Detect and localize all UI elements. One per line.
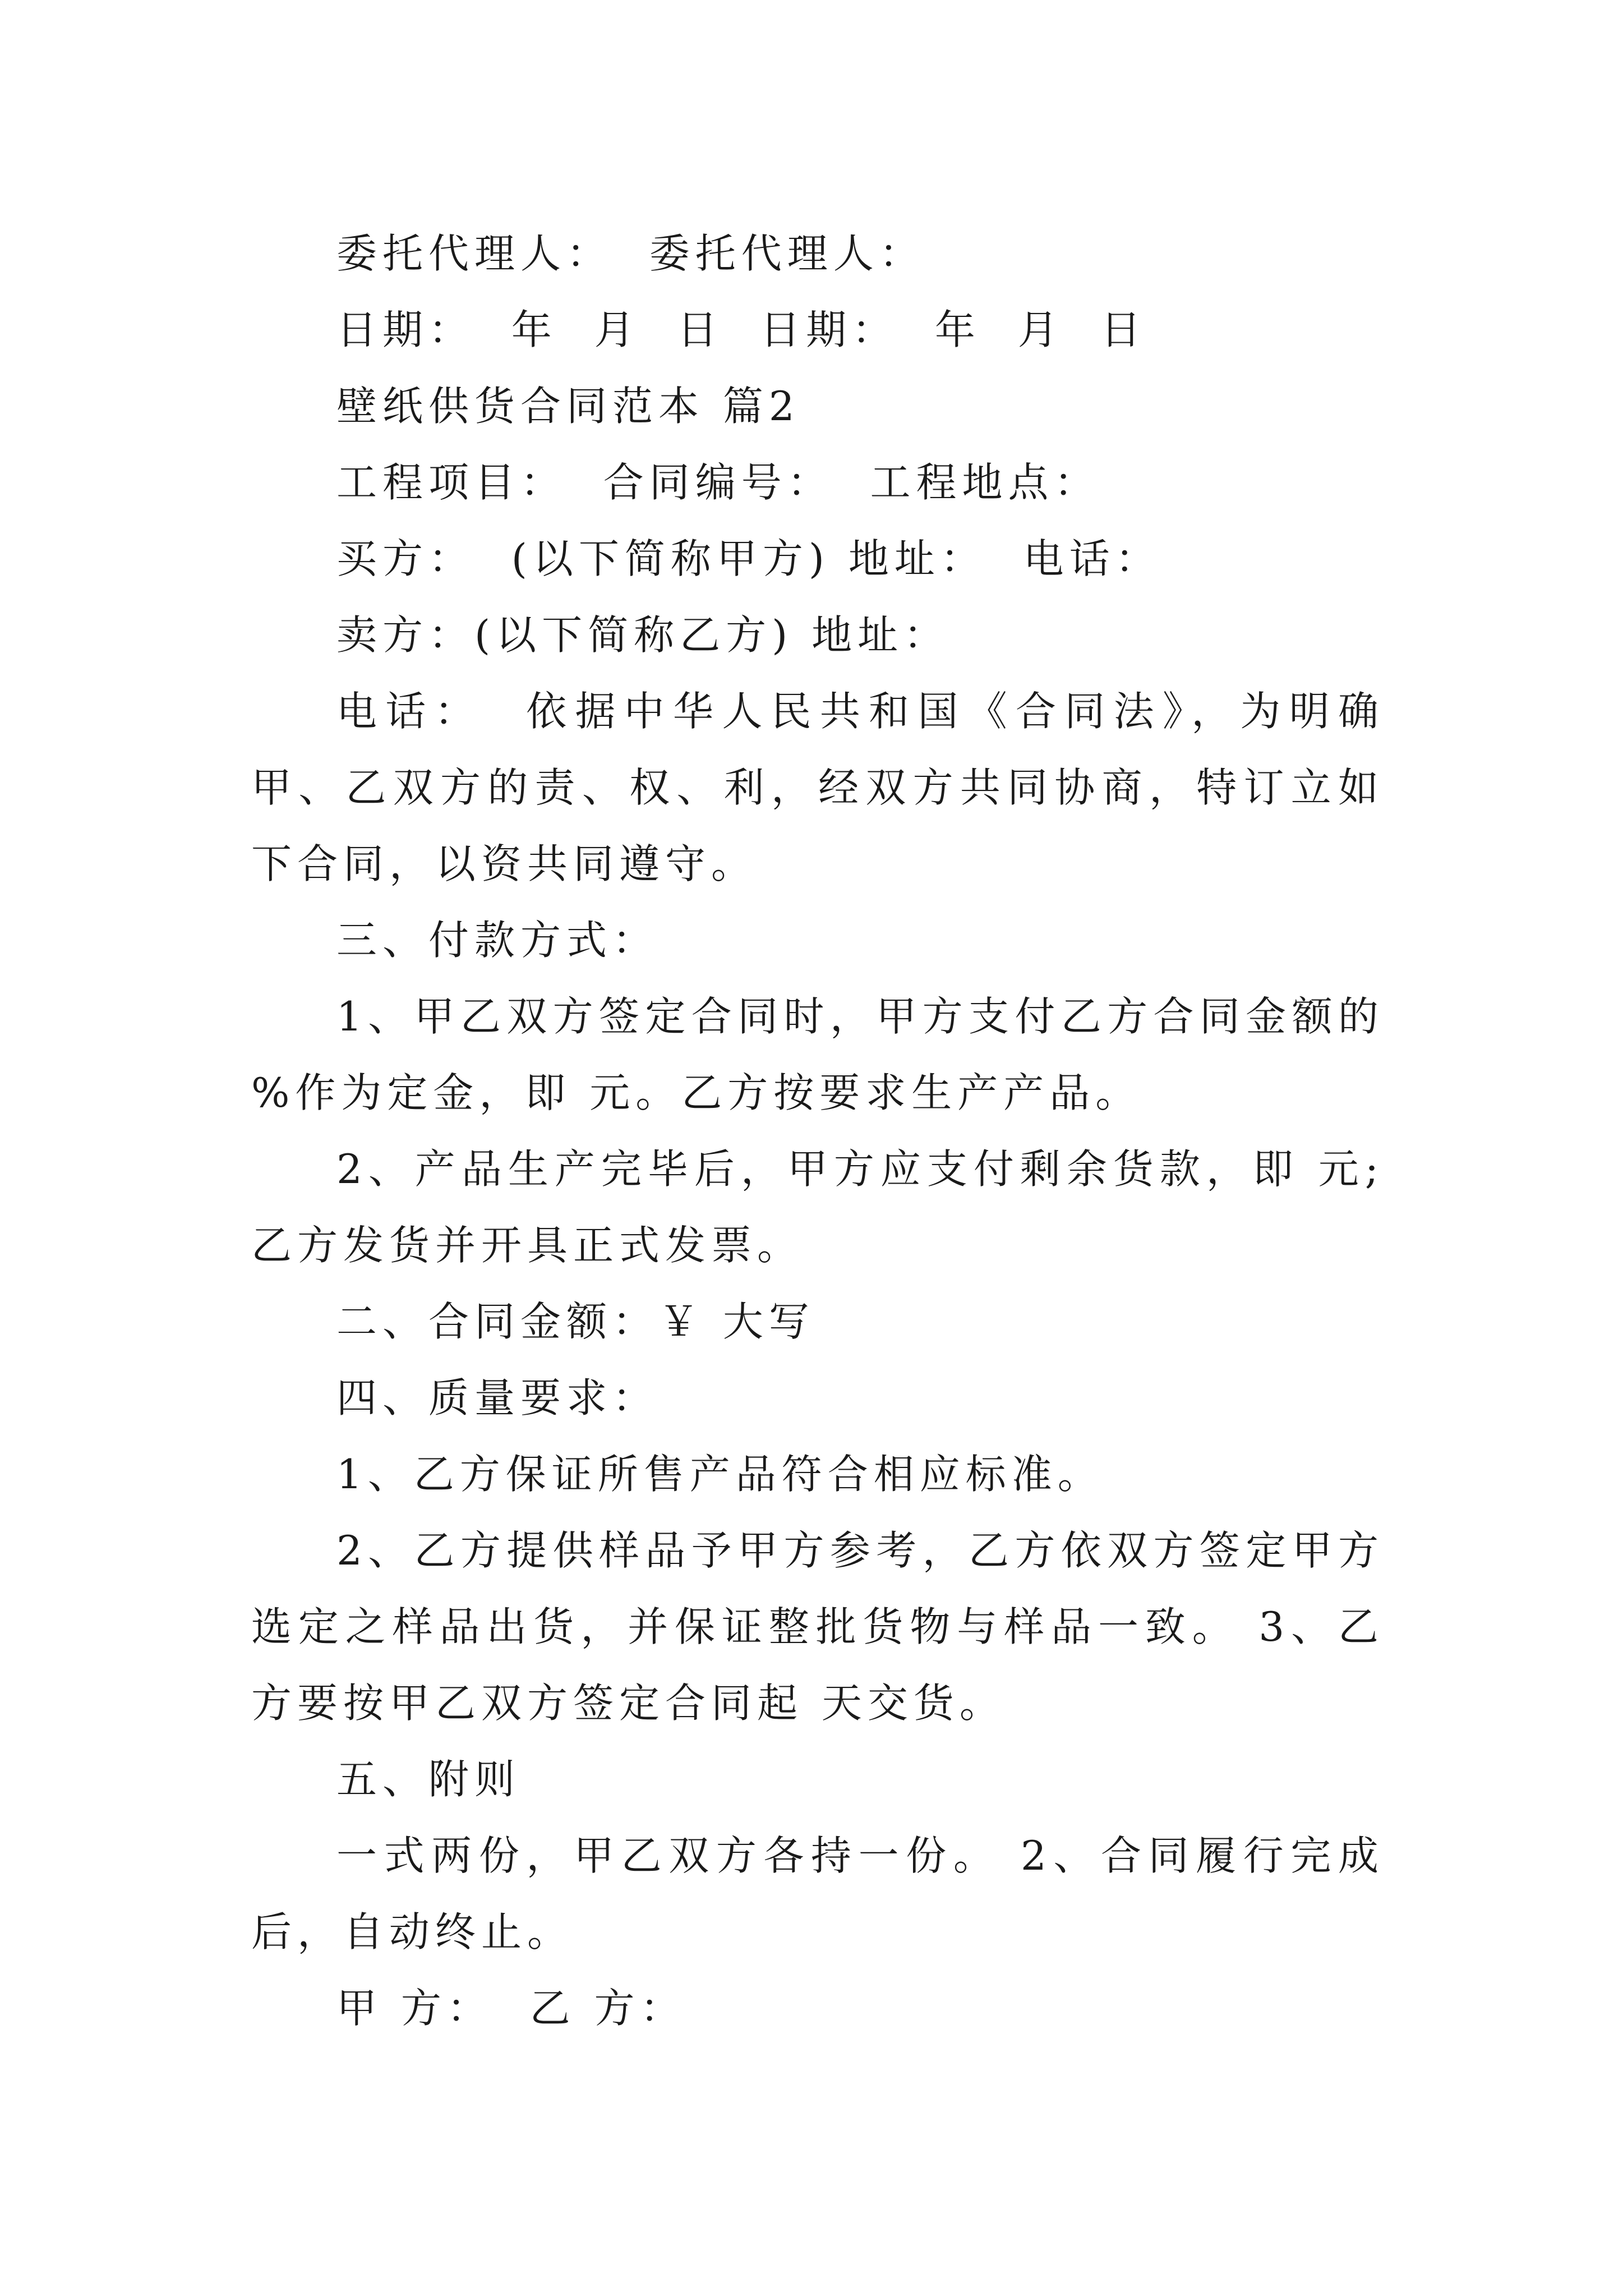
section-heading-amount: 二、合同金额：￥ 大写 [336,1298,815,1345]
paragraph-buyer: 买方： (以下简称甲方) 地址： 电话： [336,535,1161,582]
paragraph-payment-1: 1、甲乙双方签定合同时，甲方支付乙方合同金额的 %作为定金，即 元。乙方按要求生产产品。 [251,993,1403,1116]
paragraph-appendix-1: 一式两份，甲乙双方各持一份。 2、合同履行完成后，自动终止。 [251,1832,1384,1955]
section-heading-appendix: 五、附则 [336,1756,521,1803]
paragraph-dates: 日期： 年 月 日 日期： 年 月 日 [336,306,1147,353]
section-heading-quality: 四、质量要求： [336,1374,659,1421]
document-body [251,215,1403,2046]
paragraph-signatures: 甲 方： 乙 方： [336,1985,686,2032]
paragraph-preamble: 电话： 依据中华人民共和国《合同法》，为明确甲、乙双方的责、权、利，经双方共同协商，特订立如下合同，以资共同遵守。 [251,688,1384,887]
paragraph-heading-title: 壁纸供货合同范本 篇2 [336,383,800,430]
paragraph-quality-1: 1、乙方保证所售产品符合相应标准。 [336,1451,1104,1498]
paragraph-seller: 卖方：(以下简称乙方) 地址： [336,611,950,659]
paragraph-payment-2: 2、产品生产完毕后，甲方应支付剩余货款，即 元;乙方发货并开具正式发票。 [251,1145,1384,1269]
section-heading-payment: 三、付款方式： [336,917,659,964]
paragraph-quality-2: 2、乙方提供样品予甲方参考，乙方依双方签定甲方选定之样品出货，并保证整批货物与样品一致。 3、乙方要按甲乙双方签定合同起 天交货。 [251,1527,1384,1727]
paragraph-agents: 委托代理人： 委托代理人： [336,230,925,277]
paragraph-project-info: 工程项目： 合同编号： 工程地点： [336,459,1100,506]
